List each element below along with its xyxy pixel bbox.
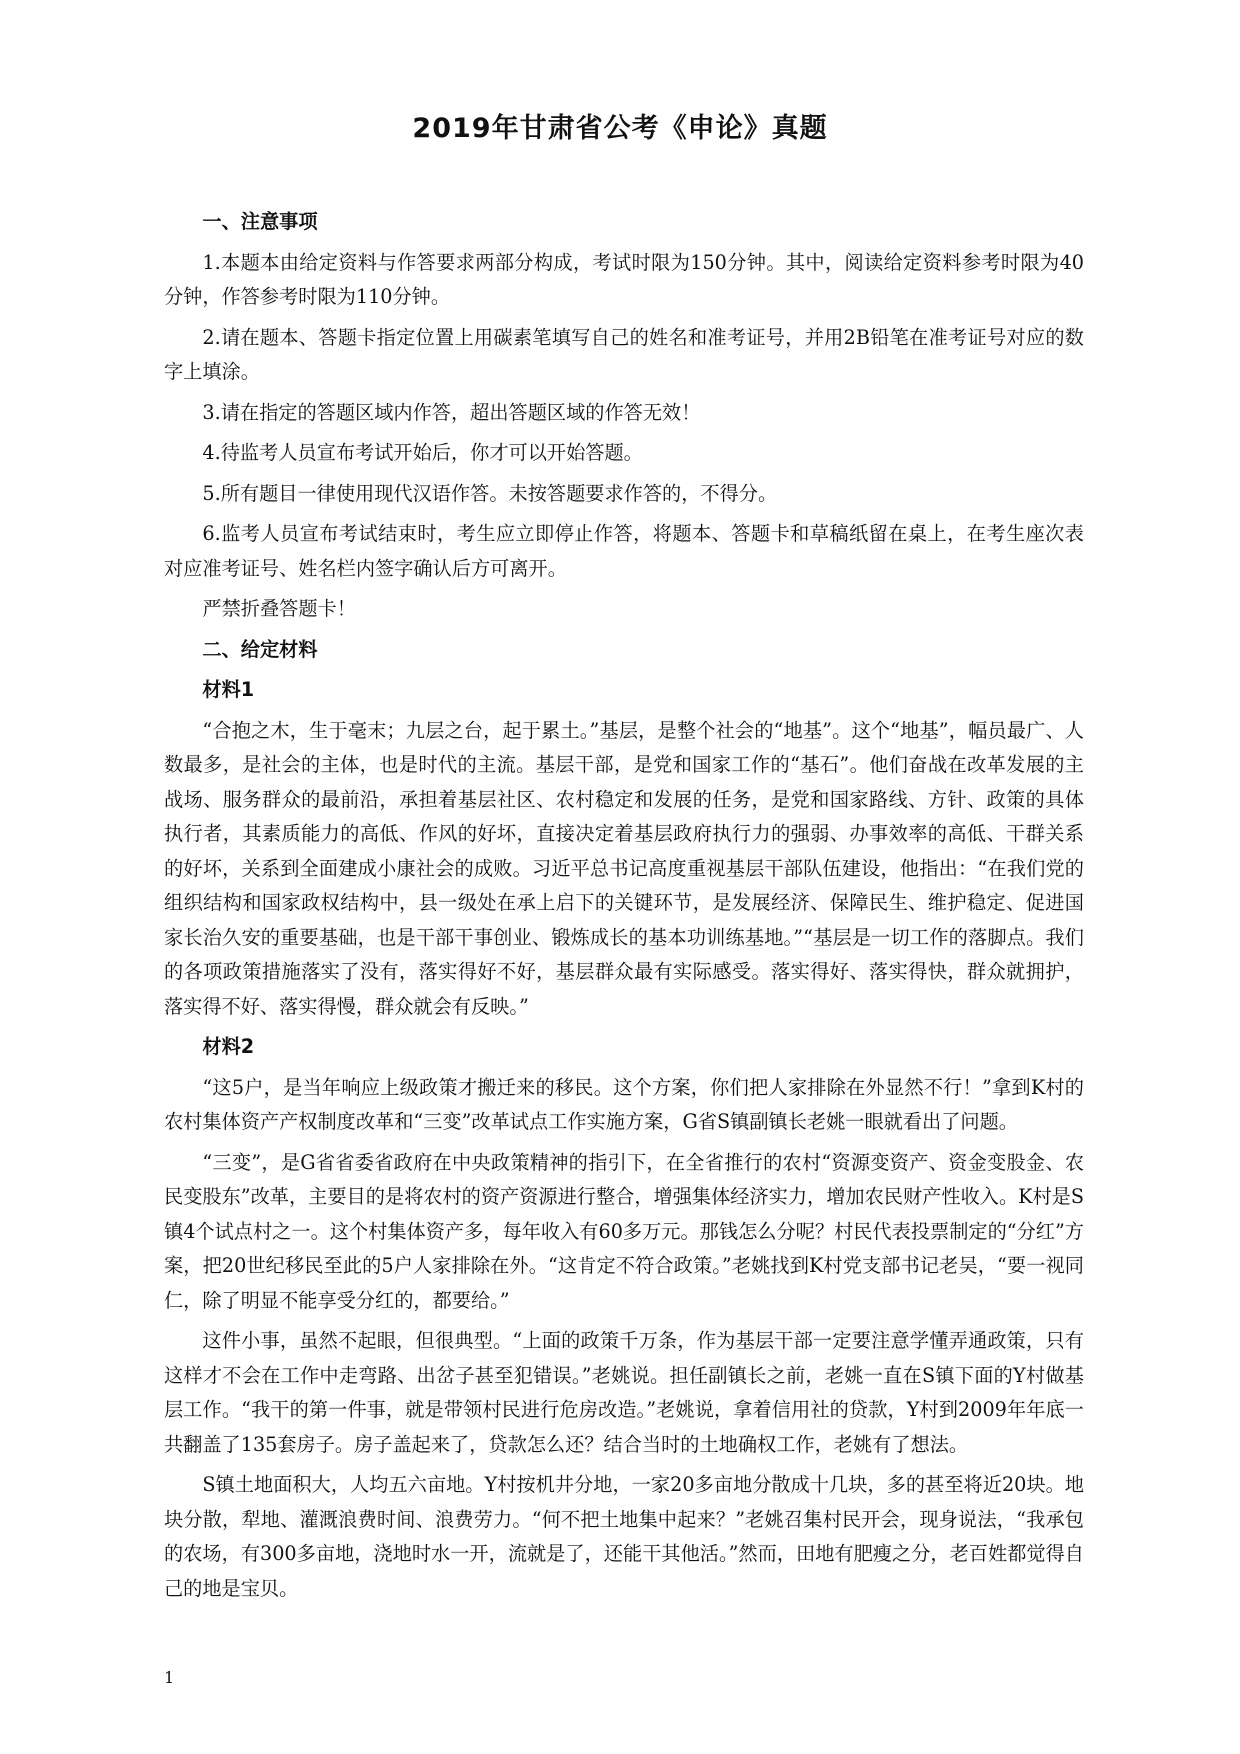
note-item-1: 1.本题本由给定资料与作答要求两部分构成，考试时限为150分钟。其中，阅读给定资料参考时限为40分钟，作答参考时限为110分钟。 xyxy=(164,250,1084,308)
material-1-paragraph: “合抱之木，生于毫末；九层之台，起于累土。”基层，是整个社会的“地基”。这个“地基”，幅员最广、人数最多，是社会的主体，也是时代的主流。基层干部，是党和国家工作的“基石”。他们奋战在改革发展的主战场、服务群众的最前沿，承担着基层社区、农村稳定和发展的任务，是党和国家路线、方针、政策的具体执行者，其素质能力的高低、作风的好坏，直接决定着基层政府执行力的强弱、办事效率的高低、干群关系的好坏，关系到全面建成小康社会的成败。习近平总书记高度重视基层干部队伍建设，他指出：“在我们党的组织结构和国家政权结构中，县一级处在承上启下的关键环节，是发展经济、保障民生、维护稳定、促进国家长治久安的重要基础，也是干部干事创业、锻炼成长的基本功训练基地。”“基层是一切工作的落脚点。我们的各项政策措施落实了没有，落实得好不好，基层群众最有实际感受。落实得好、落实得快，群众就拥护，落实得不好、落实得慢，群众就会有反映。” xyxy=(164,718,1084,1018)
section-heading-notes: 一、注意事项 xyxy=(202,210,318,233)
page-number: 1 xyxy=(164,1668,175,1687)
document-body xyxy=(164,205,1084,1612)
section-heading-materials: 二、给定材料 xyxy=(202,637,318,661)
page-title: 2019年甘肃省公考《申论》真题 xyxy=(412,113,828,144)
material-1-label: 材料1 xyxy=(202,678,255,701)
note-item-4: 4.待监考人员宣布考试开始后，你才可以开始答题。 xyxy=(202,441,643,464)
note-item-2: 2.请在题本、答题卡指定位置上用碳素笔填写自己的姓名和准考证号，并用2B铅笔在准考证号对应的数字上填涂。 xyxy=(164,325,1084,383)
material-2-paragraph: “三变”，是G省省委省政府在中央政策精神的指引下，在全省推行的农村“资源变资产、资金变股金、农民变股东”改革，主要目的是将农村的资产资源进行整合，增强集体经济实力，增加农民财产性收入。K村是S镇4个试点村之一。这个村集体资产多，每年收入有60多万元。那钱怎么分呢？村民代表投票制定的“分红”方案，把20世纪移民至此的5户人家排除在外。“这肯定不符合政策。”老姚找到K村党支部书记老吴，“要一视同仁，除了明显不能享受分红的，都要给。” xyxy=(164,1150,1084,1312)
material-2-paragraph: S镇土地面积大，人均五六亩地。Y村按机井分地，一家20多亩地分散成十几块，多的甚至将近20块。地块分散，犁地、灌溉浪费时间、浪费劳力。“何不把土地集中起来？”老姚召集村民开会，现身说法，“我承包的农场，有300多亩地，浇地时水一开，流就是了，还能干其他活。”然而，田地有肥瘦之分，老百姓都觉得自己的地是宝贝。 xyxy=(164,1473,1084,1600)
material-2-paragraph: 这件小事，虽然不起眼，但很典型。“上面的政策千万条，作为基层干部一定要注意学懂弄通政策，只有这样才不会在工作中走弯路、出岔子甚至犯错误。”老姚说。担任副镇长之前，老姚一直在S镇下面的Y村做基层工作。“我干的第一件事，就是带领村民进行危房改造。”老姚说，拿着信用社的贷款，Y村到2009年年底一共翻盖了135套房子。房子盖起来了，贷款怎么还？结合当时的土地确权工作，老姚有了想法。 xyxy=(164,1329,1084,1456)
note-warning: 严禁折叠答题卡！ xyxy=(202,597,356,620)
note-item-6: 6.监考人员宣布考试结束时，考生应立即停止作答，将题本、答题卡和草稿纸留在桌上，在考生座次表对应准考证号、姓名栏内签字确认后方可离开。 xyxy=(164,522,1084,580)
note-item-3: 3.请在指定的答题区域内作答，超出答题区域的作答无效！ xyxy=(202,400,701,424)
material-2-paragraph: “这5户，是当年响应上级政策才搬迁来的移民。这个方案，你们把人家排除在外显然不行！”拿到K村的农村集体资产产权制度改革和“三变”改革试点工作实施方案，G省S镇副镇长老姚一眼就看出了问题。 xyxy=(164,1075,1084,1133)
material-2-label: 材料2 xyxy=(202,1035,255,1058)
note-item-5: 5.所有题目一律使用现代汉语作答。未按答题要求作答的，不得分。 xyxy=(202,481,778,505)
